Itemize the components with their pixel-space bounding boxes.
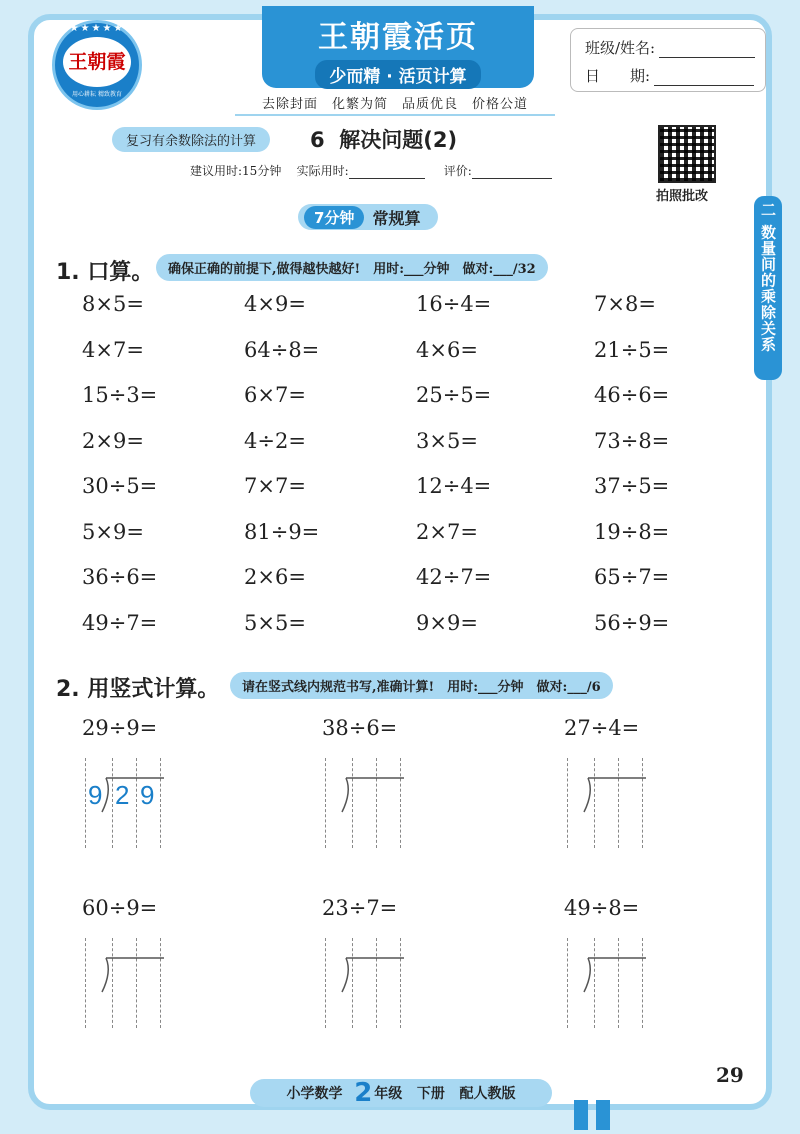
- oral-calc-item: 7×8=: [594, 292, 656, 316]
- lesson-name: 解决问题(2): [339, 128, 458, 152]
- division-bracket: [564, 758, 654, 818]
- evaluate-field[interactable]: [472, 166, 552, 179]
- division-bracket: [322, 758, 412, 818]
- footer-volume: 下册: [416, 1086, 445, 1102]
- vertical-calc-workspace[interactable]: [564, 938, 654, 1028]
- brand-title: 王朝霞活页: [318, 20, 478, 55]
- oral-calc-item: 15÷3=: [82, 383, 158, 407]
- date-field[interactable]: [654, 71, 754, 86]
- division-bracket: [564, 938, 654, 998]
- section-time-badge: 7分钟: [304, 206, 364, 229]
- oral-calc-grid: [82, 292, 722, 656]
- vertical-calc-problem: 60÷9=: [82, 896, 158, 920]
- oral-calc-item: 4×9=: [244, 292, 306, 316]
- example-digit: 2: [115, 780, 130, 810]
- q1-instruction: 确保正确的前提下,做得越快越好! 用时:___分钟 做对:___/32: [156, 254, 548, 281]
- section-name: 常规算: [372, 208, 421, 228]
- oral-calc-item: 30÷5=: [82, 474, 158, 498]
- oral-calc-item: 3×5=: [416, 428, 478, 453]
- oral-calc-item: 46÷6=: [594, 383, 670, 407]
- footer-edition: 配人教版: [459, 1086, 516, 1102]
- vertical-calc-workspace[interactable]: [322, 758, 412, 848]
- oral-calc-item: 65÷7=: [594, 565, 670, 589]
- oral-calc-item: 4×7=: [82, 337, 144, 362]
- logo-stars: ★★★★★: [69, 23, 125, 34]
- oral-calc-item: 2×6=: [244, 565, 306, 589]
- footer-badge: [250, 1079, 552, 1107]
- oral-calc-item: 2×9=: [82, 428, 144, 453]
- lesson-title: [310, 124, 457, 154]
- section-pill: [298, 204, 438, 230]
- vertical-calc-problem: 29÷9=: [82, 716, 158, 740]
- oral-calc-item: 81÷9=: [244, 519, 320, 544]
- class-name-field[interactable]: [659, 43, 755, 58]
- header-banner: [262, 6, 534, 88]
- oral-calc-item: 2×7=: [416, 519, 478, 544]
- date-label: 日 期:: [585, 67, 651, 85]
- page-number: 29: [716, 1063, 744, 1087]
- oral-calc-item: 49÷7=: [82, 610, 158, 635]
- logo-text: 王朝霞: [63, 37, 131, 87]
- q2-instruction: 请在竖式线内规范书写,准确计算! 用时:___分钟 做对:___/6: [230, 672, 613, 699]
- oral-calc-item: 9×9=: [416, 610, 478, 635]
- vertical-calc-workspace[interactable]: [322, 938, 412, 1028]
- brand-subtitle: 少而精 · 活页计算: [315, 60, 480, 89]
- footer-grade: 年级: [374, 1086, 403, 1102]
- oral-calc-item: 19÷8=: [594, 519, 670, 544]
- actual-time-label: 实际用时:: [296, 164, 349, 178]
- oral-calc-item: 56÷9=: [594, 610, 670, 635]
- oral-calc-item: 6×7=: [244, 383, 306, 407]
- actual-time-field[interactable]: [349, 166, 425, 179]
- oral-calc-item: 25÷5=: [416, 383, 492, 407]
- oral-calc-item: 36÷6=: [82, 565, 158, 589]
- chapter-side-tab: [754, 196, 782, 380]
- lesson-number: 6: [310, 128, 325, 152]
- vertical-calc-workspace[interactable]: [82, 758, 172, 848]
- vertical-calc-problem: 27÷4=: [564, 716, 640, 740]
- logo-caption: 用心耕耘 精致教育: [72, 91, 122, 98]
- oral-calc-item: 73÷8=: [594, 428, 670, 453]
- oral-calc-item: 37÷5=: [594, 474, 670, 498]
- oral-calc-item: 5×9=: [82, 519, 144, 544]
- time-row: [190, 162, 552, 179]
- vertical-calc-workspace[interactable]: [82, 938, 172, 1028]
- oral-calc-item: 7×7=: [244, 474, 306, 498]
- topic-pill: 复习有余数除法的计算: [112, 127, 270, 152]
- footer-bars: [574, 1100, 618, 1134]
- class-name-label: 班级/姓名:: [585, 39, 656, 57]
- footer-grade-number: 2: [354, 1078, 373, 1108]
- slogan: 去除封面 化繁为简 品质优良 价格公道: [235, 93, 555, 116]
- qr-label: 拍照批改: [656, 189, 709, 204]
- vertical-calc-problem: 49÷8=: [564, 896, 640, 920]
- division-bracket: [82, 938, 172, 998]
- q2-heading: 2. 用竖式计算。: [56, 677, 220, 702]
- vertical-calc-problem: 23÷7=: [322, 896, 398, 920]
- footer-subject: 小学数学: [286, 1086, 343, 1102]
- oral-calc-item: 42÷7=: [416, 565, 492, 589]
- oral-calc-item: 64÷8=: [244, 337, 320, 362]
- oral-calc-item: 12÷4=: [416, 474, 492, 498]
- oral-calc-item: 21÷5=: [594, 337, 670, 362]
- suggested-time: 建议用时:15分钟: [190, 164, 282, 178]
- oral-calc-item: 4÷2=: [244, 428, 306, 453]
- vertical-calc-workspace[interactable]: [564, 758, 654, 848]
- brand-logo: [52, 20, 142, 110]
- evaluate-label: 评价:: [443, 164, 472, 178]
- example-digit: 9: [140, 780, 155, 810]
- q1-heading: 1. 口算。: [56, 260, 154, 285]
- oral-calc-item: 5×5=: [244, 610, 306, 635]
- oral-calc-item: 4×6=: [416, 337, 478, 362]
- vertical-calc-problem: 38÷6=: [322, 716, 398, 740]
- oral-calc-item: 16÷4=: [416, 292, 492, 316]
- chapter-label: 二 数量间的乘除关系: [759, 202, 777, 353]
- qr-code-icon[interactable]: [658, 125, 716, 183]
- division-bracket: [322, 938, 412, 998]
- date-row: [585, 65, 754, 86]
- example-digit: 9: [88, 780, 103, 810]
- name-box: [570, 28, 766, 92]
- class-name-row: [585, 37, 755, 58]
- oral-calc-item: 8×5=: [82, 292, 144, 316]
